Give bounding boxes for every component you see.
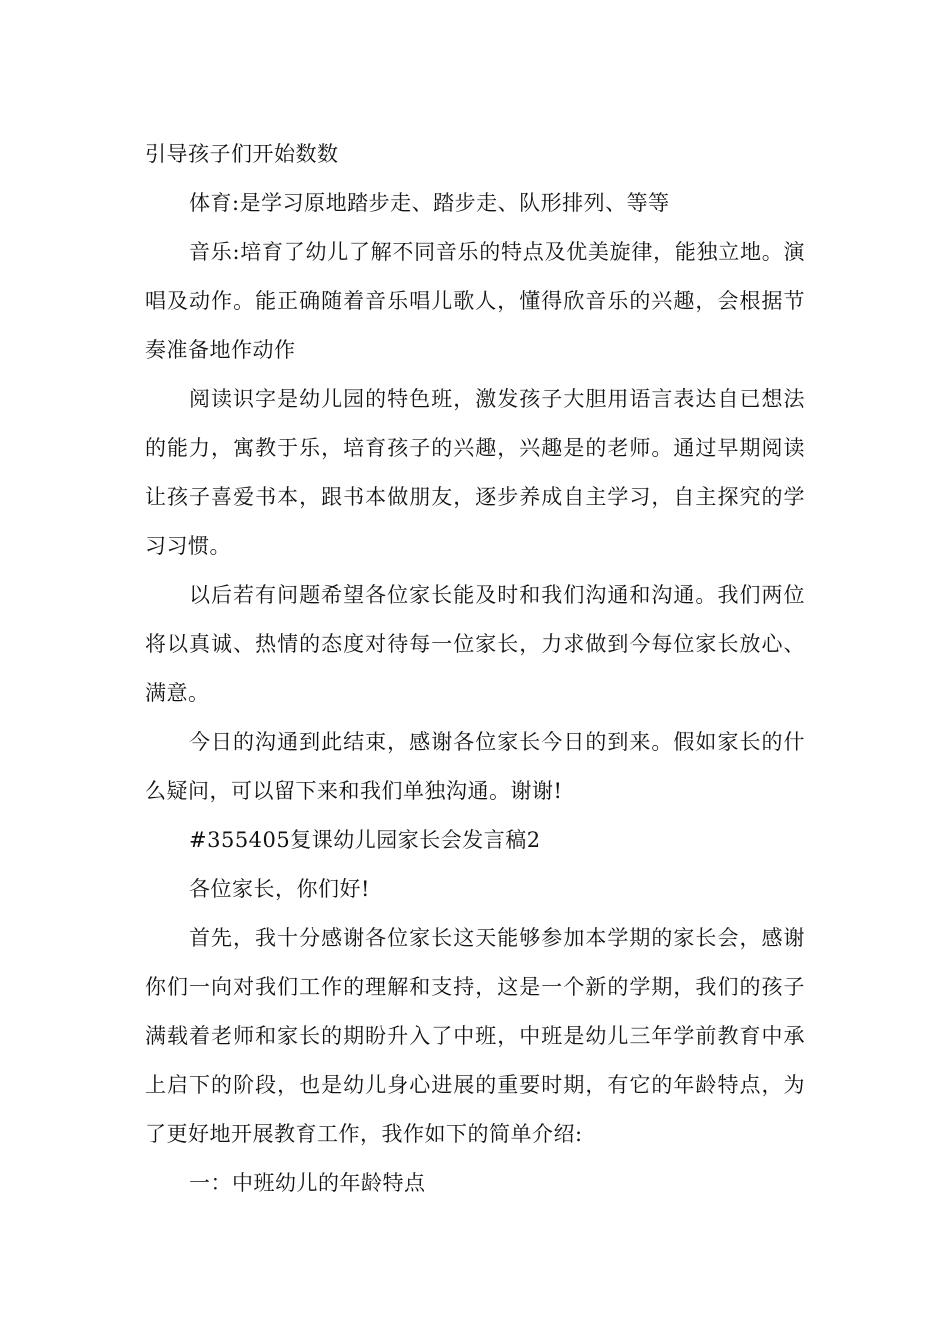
paragraph: 今日的沟通到此结束，感谢各位家长今日的到来。假如家长的什么疑问，可以留下来和我们单独沟通。谢谢! — [145, 730, 805, 803]
paragraph: 阅读识字是幼儿园的特色班，激发孩子大胆用语言表达自已想法的能力，寓教于乐，培育孩子的兴趣，兴趣是的老师。通过早期阅读让孩子喜爱书本，跟书本做朋友，逐步养成自主学习，自主探究的学习习惯。 — [145, 387, 805, 558]
paragraph: 以后若有问题希望各位家长能及时和我们沟通和沟通。我们两位将以真诚、热情的态度对待每一位家长，力求做到今每位家长放心、满意。 — [145, 583, 805, 705]
paragraph: 音乐:培育了幼儿了解不同音乐的特点及优美旋律，能独立地。演唱及动作。能正确随着音乐唱儿歌人，懂得欣音乐的兴趣，会根据节奏准备地作动作 — [145, 240, 805, 362]
paragraph: #355405复课幼儿园家长会发言稿2 — [189, 828, 541, 852]
paragraph: 一：中班幼儿的年龄特点 — [189, 1171, 426, 1195]
paragraph: 引导孩子们开始数数 — [145, 142, 339, 166]
document-body — [145, 130, 805, 1208]
paragraph: 各位家长，你们好! — [189, 877, 370, 901]
paragraph: 体育:是学习原地踏步走、踏步走、队形排列、等等 — [189, 191, 670, 215]
paragraph: 首先，我十分感谢各位家长这天能够参加本学期的家长会，感谢你们一向对我们工作的理解和支持，这是一个新的学期，我们的孩子满载着老师和家长的期盼升入了中班，中班是幼儿三年学前教育中承上启下的阶段，也是幼儿身心进展的重要时期，有它的年龄特点，为了更好地开展教育工作，我作如下的简单介绍: — [145, 926, 805, 1146]
